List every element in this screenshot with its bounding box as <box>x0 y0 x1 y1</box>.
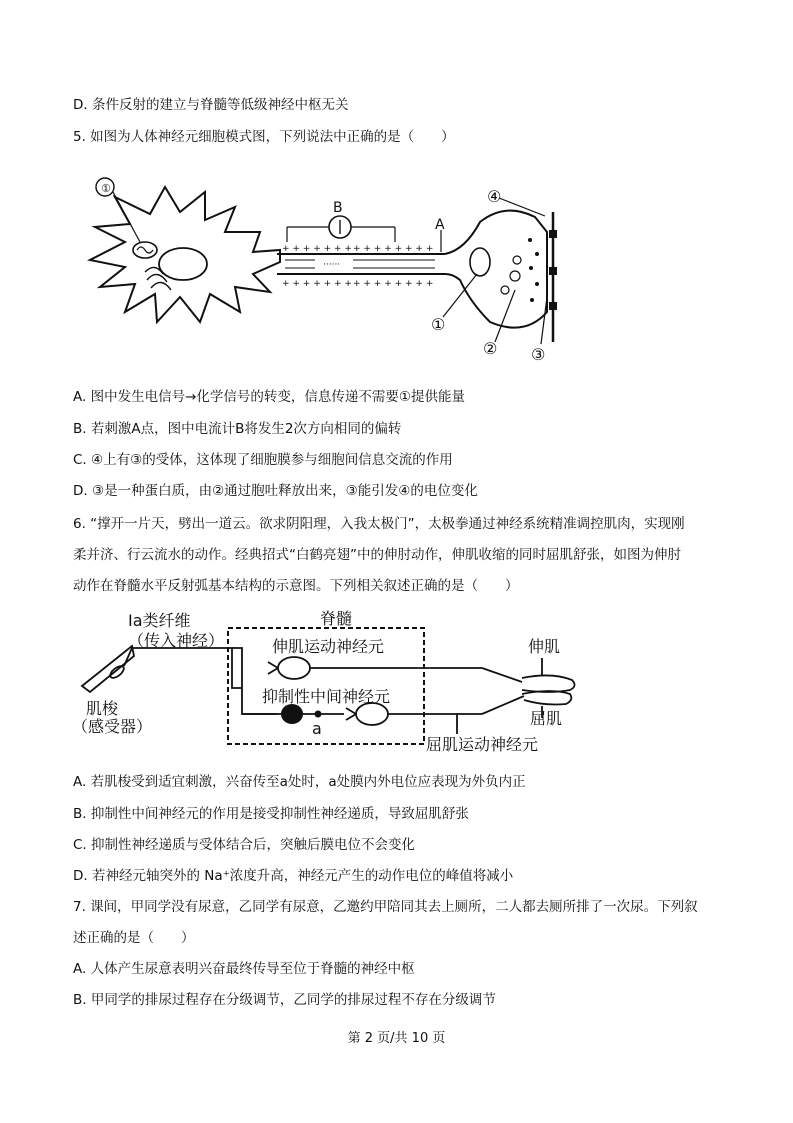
reflex-arc-diagram <box>72 606 592 762</box>
q6-option-a: A. 若肌梭受到适宜刺激，兴奋传至a处时，a处膜内外电位应表现为外负内正 <box>73 774 526 790</box>
q6-option-d: D. 若神经元轴突外的 Na⁺浓度升高，神经元产生的动作电位的峰值将减小 <box>73 868 514 884</box>
label-flexor: 屈肌 <box>530 709 563 728</box>
svg-text:······: ······ <box>323 260 341 270</box>
q7-option-a: A. 人体产生尿意表明兴奋最终传导至位于脊髓的神经中枢 <box>73 961 415 977</box>
page-footer: 第 2 页/共 10 页 <box>347 1031 446 1046</box>
q6-option-b: B. 抑制性中间神经元的作用是接受抑制性神经递质，导致屈肌舒张 <box>73 806 469 822</box>
q6-stem-2: 柔并济、行云流水的动作。经典招式“白鹤亮翅”中的伸肘动作，伸肌收缩的同时屈肌舒张，如图为伸肘 <box>73 547 681 563</box>
label-extensor: 伸肌 <box>528 637 561 656</box>
q5-option-b: B. 若刺激A点，图中电流计B将发生2次方向相同的偏转 <box>73 421 402 437</box>
label-4: ④ <box>487 187 502 206</box>
q6-stem-1: 6. “撑开一片天，劈出一道云。欲求阴阳理，入我太极门”，太极拳通过神经系统精准调控肌肉，实现刚 <box>73 516 685 532</box>
label-spindle: 肌梭 <box>86 699 119 718</box>
label-spinal-cord: 脊髓 <box>320 609 353 628</box>
label-3: ③ <box>531 345 546 364</box>
svg-text:+ + + + + + +: + + + + + + + <box>282 279 352 289</box>
svg-text:+ + + + + + + +: + + + + + + + + <box>353 279 434 289</box>
q6-stem-3: 动作在脊髓水平反射弧基本结构的示意图。下列相关叙述正确的是（ ） <box>73 578 519 594</box>
q5-option-a: A. 图中发生电信号→化学信号的转变，信息传递不需要①提供能量 <box>73 389 465 405</box>
label-flexor-motor: 屈肌运动神经元 <box>426 735 539 754</box>
q7-stem-2: 述正确的是（ ） <box>73 930 195 946</box>
svg-text:+ + + + + + +: + + + + + + + <box>282 244 352 254</box>
label-extensor-motor: 伸肌运动神经元 <box>272 637 385 656</box>
label-2: ② <box>483 339 498 358</box>
q4-option-d: D. 条件反射的建立与脊髓等低级神经中枢无关 <box>73 97 349 113</box>
label-B: B <box>333 200 343 216</box>
q5-option-d: D. ③是一种蛋白质，由②通过胞吐释放出来，③能引发④的电位变化 <box>73 483 478 499</box>
q7-option-b: B. 甲同学的排尿过程存在分级调节，乙同学的排尿过程不存在分级调节 <box>73 992 496 1008</box>
svg-text:+ + + + + + + +: + + + + + + + + <box>353 244 434 254</box>
q5-option-c: C. ④上有③的受体，这体现了细胞膜参与细胞间信息交流的作用 <box>73 452 453 468</box>
label-1-left: ① <box>101 182 111 195</box>
q5-stem: 5. 如图为人体神经元细胞模式图，下列说法中正确的是（ ） <box>73 129 455 145</box>
label-point-a: a <box>312 719 322 738</box>
label-A: A <box>435 217 445 233</box>
q7-stem-1: 7. 课间，甲同学没有尿意，乙同学有尿意，乙邀约甲陪同其去上厕所，二人都去厕所排了一次尿。下列叙 <box>73 899 698 915</box>
label-1-right: ① <box>431 315 446 334</box>
label-afferent: （传入神经） <box>128 631 225 650</box>
label-inhibitory-inter: 抑制性中间神经元 <box>262 687 391 706</box>
label-receptor: （感受器） <box>72 717 153 736</box>
q6-option-c: C. 抑制性神经递质与受体结合后，突触后膜电位不会变化 <box>73 837 416 853</box>
label-ia-fiber: Ia类纤维 <box>128 611 191 630</box>
neuron-diagram <box>85 172 565 372</box>
